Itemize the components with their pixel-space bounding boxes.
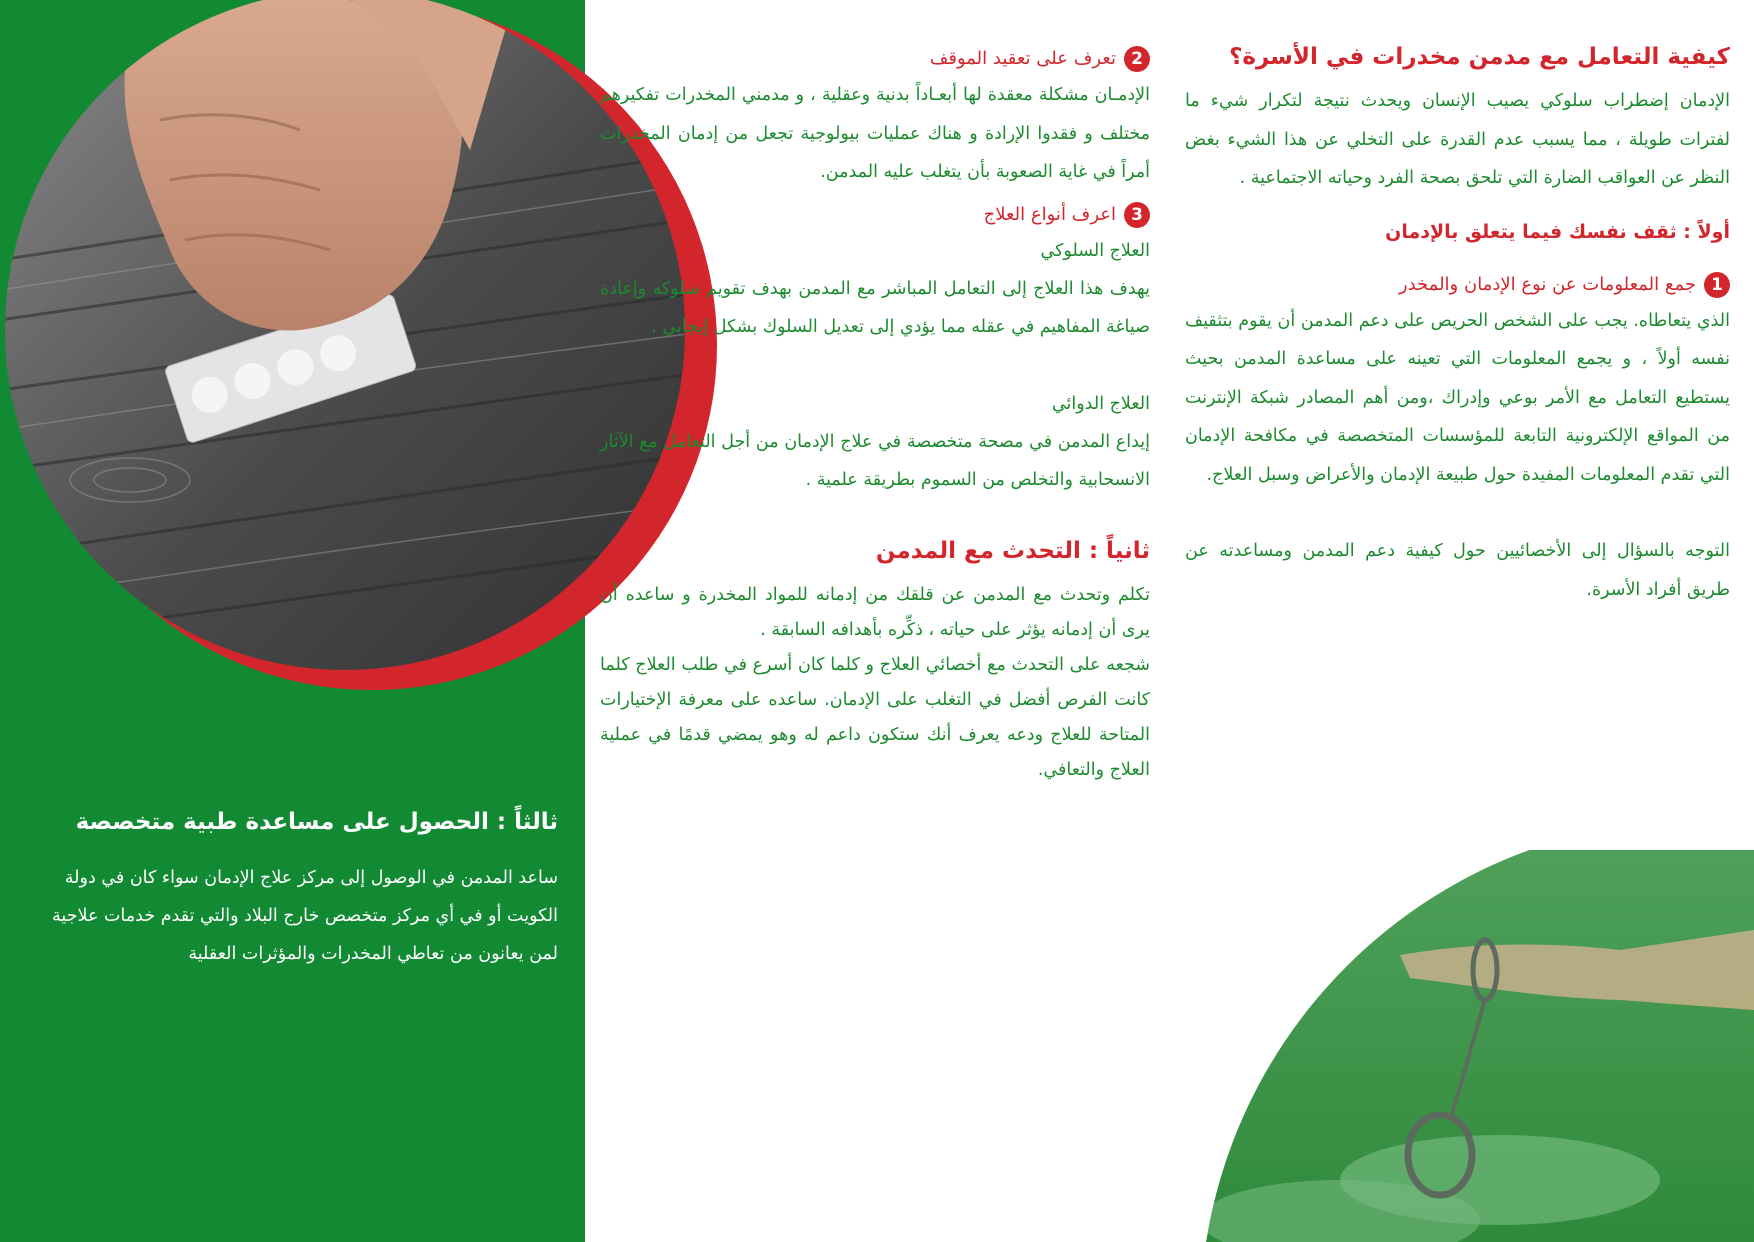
section-two-text-2: شجعه على التحدث مع أخصائي العلاج و كلما كان أسرع في طلب العلاج كلما كانت الفرص أفضل في التغلب على الإدمان. ساعده على معرفة الإختيارات المتاحة للعلاج ودعه يعرف أنك ستكون داعم له وهو يمضي قدمًا في عملية العلاج والتعافي. (600, 654, 1150, 780)
drug-therapy-text: إيداع المدمن في مصحة متخصصة في علاج الإدمان من أجل التعامل مع الآثار الانسحابية والتخلص من السموم بطريقة علمية . (600, 431, 1150, 490)
step2-header (600, 42, 1150, 76)
behavioral-therapy-text: يهدف هذا العلاج إلى التعامل المباشر مع المدمن بهدف تقويم سلوكه وإعادة صياغة المفاهيم في عقله مما يؤدي إلى تعديل السلوك بشكل إيجابي . (600, 278, 1150, 337)
section-two-title: ثانياً : التحدث مع المدمن (875, 537, 1150, 564)
left-column (28, 805, 558, 973)
section-three-text: ساعد المدمن في الوصول إلى مركز علاج الإدمان سواء كان في دولة الكويت أو في أي مركز متخصص خارج البلاد والتي تقدم خدمات علاجية لمن يعانون من تعاطي المخدرات والمؤثرات العقلية (52, 868, 558, 964)
step2-text: الإدمـان مشكلة معقدة لها أبعـاداً بدنية وعقلية ، و مدمني المخدرات تفكيرهم مختلف و فقدوا الإرادة و هناك عمليات بيولوجية تجعل من إدمان المخدرات أمراً في غاية الصعوبة بأن يتغلب عليه المدمن. (600, 85, 1150, 182)
step3-heading: اعرف أنواع العلاج (983, 203, 1116, 225)
behavioral-therapy-title: العلاج السلوكي (1040, 240, 1150, 261)
step1-heading: جمع المعلومات عن نوع الإدمان والمخدر (1398, 273, 1696, 295)
main-title: كيفية التعامل مع مدمن مخدرات في الأسرة؟ (1229, 44, 1730, 70)
drug-therapy-title: العلاج الدوائي (1051, 393, 1150, 414)
step2-heading: تعرف على تعقيد الموقف (929, 48, 1116, 69)
right-column (1185, 40, 1730, 609)
intro-paragraph: الإدمان إضطراب سلوكي يصيب الإنسان ويحدث نتيجة لتكرار شيء ما لفترات طويلة ، مما يسبب عدم القدرة على التخلي عن هذا الشيء بغض النظر عن العواقب الضارة التي تلحق بصحة الفرد وحياته الاجتماعية . (1185, 91, 1730, 188)
step3-header (600, 198, 1150, 232)
step1-number-badge: 1 (1704, 272, 1730, 298)
handcuffs-photo (1200, 850, 1754, 1242)
step2-number-badge: 2 (1124, 46, 1150, 72)
step1-header (1185, 268, 1730, 302)
step1-text: الذي يتعاطاه. يجب على الشخص الحريص على دعم المدمن أن يقوم بتثقيف نفسه أولاً ، و يجمع المعلومات التي تعينه على مساعدة المدمن بحيث يستطيع التعامل مع الأمر بوعي وإدراك ،ومن أهم المصادر شبكة الإنترنت من المواقع الإلكترونية التابعة للمؤسسات المتخصصة في مكافحة الإدمان التي تقدم المعلومات المفيدة حول طبيعة الإدمان والأعراض وسبل العلاج. (1185, 310, 1730, 485)
step3-number-badge: 3 (1124, 202, 1150, 228)
section-one-title: أولاً : ثقف نفسك فيما يتعلق بالإدمان (1385, 220, 1730, 243)
section-two-text: تكلم وتحدث مع المدمن عن قلقك من إدمانه للمواد المخدرة و ساعده أن يرى أن إدمانه يؤثر على حياته ، ذكِّره بأهدافه السابقة . (600, 584, 1150, 640)
section-three-title: ثالثاً : الحصول على مساعدة طبية متخصصة (75, 809, 558, 835)
specialists-text: التوجه بالسؤال إلى الأخصائيين حول كيفية دعم المدمن ومساعدته عن طريق أفراد الأسرة. (1185, 541, 1730, 600)
middle-column (600, 42, 1150, 788)
